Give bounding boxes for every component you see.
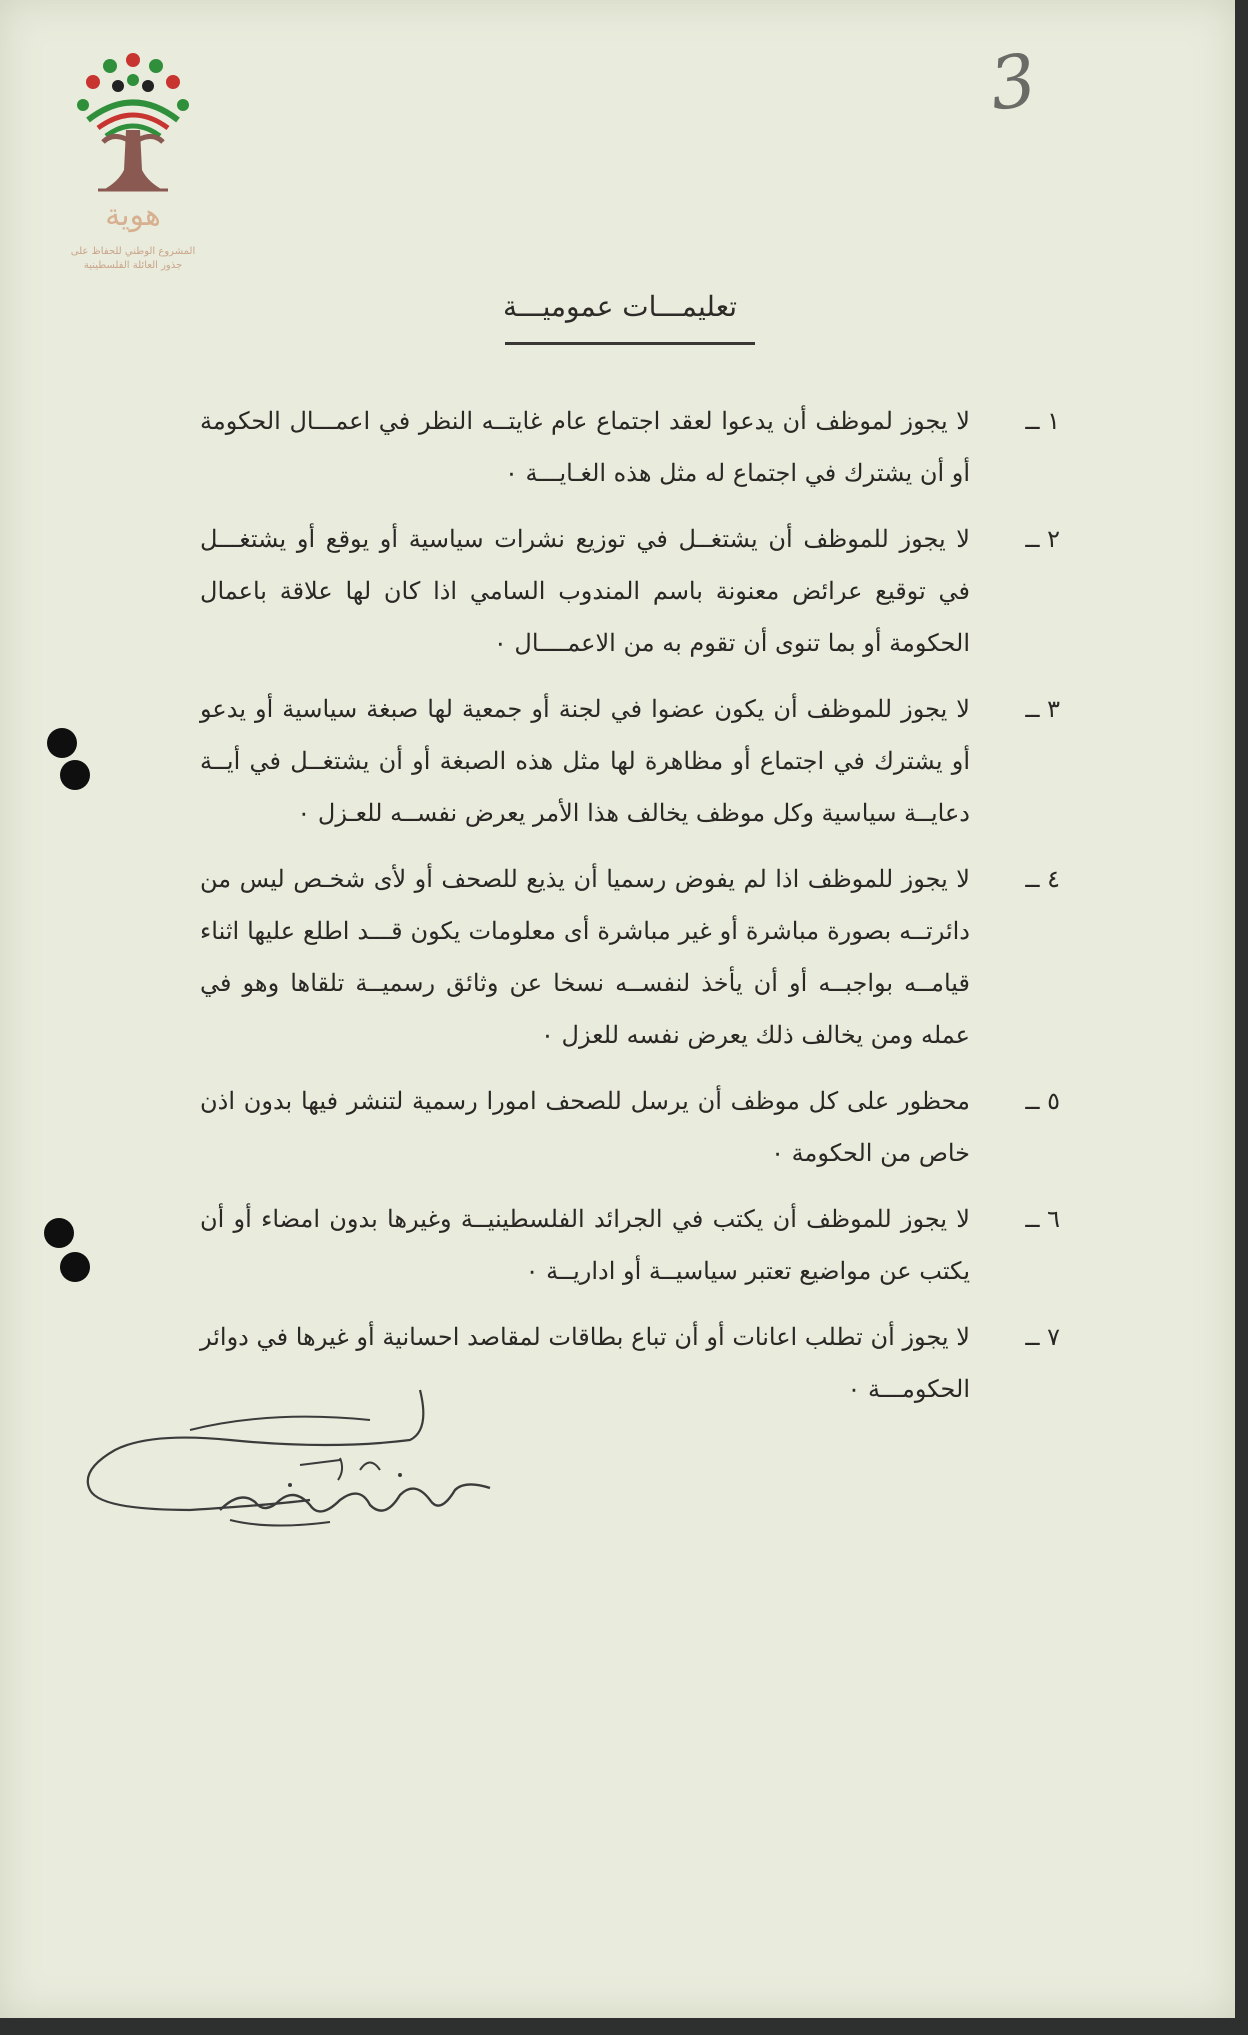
logo-subtitle-line2: جذور العائلة الفلسطينية	[83, 260, 183, 271]
punch-hole	[47, 728, 77, 758]
item-number: ٧ ــ	[1025, 1323, 1060, 1351]
list-item	[200, 395, 1060, 499]
handwritten-signature	[70, 1370, 540, 1550]
scan-border	[0, 2018, 1248, 2035]
item-text: لا يجوز أن تطلب اعانات أو أن تباع بطاقات لمقاصد احسانية أو غيرها في دوائر الحكومـــة ٠	[200, 1323, 970, 1403]
list-item	[200, 853, 1060, 1061]
item-text: لا يجوز للموظف أن يشتغــل في توزيع نشرات سياسية أو يوقع أو يشتغـــل في توقيع عرائض معنونة باسم المندوب السامي اذا كان لها علاقة باعمال الحكومة أو بما تنوى أن تقوم به من الاعمــــال ٠	[200, 525, 970, 657]
item-text: لا يجوز للموظف أن يكتب في الجرائد الفلسطينيــة وغيرها بدون امضاء أو أن يكتب عن مواضيع تعتبر سياسيــة أو اداريــة ٠	[200, 1205, 970, 1285]
title-underline	[505, 342, 755, 345]
instructions-list	[200, 395, 1060, 1429]
document-title: تعليمـــات عموميـــة	[502, 290, 738, 323]
item-text: لا يجوز للموظف أن يكون عضوا في لجنة أو جمعية لها صبغة سياسية أو يدعو أو يشترك في اجتماع أو مظاهرة لها مثل هذه الصبغة أو أن يشتغــل في أيــة دعايــة سياسية وكل موظف يخالف هذا الأمر يعرض نفســه للعـزل ٠	[200, 695, 970, 827]
scan-border	[1235, 0, 1248, 2035]
list-item	[200, 1193, 1060, 1297]
list-item	[200, 513, 1060, 669]
item-number: ٦ ــ	[1025, 1205, 1060, 1233]
item-number: ٣ ــ	[1025, 695, 1060, 723]
item-number: ٤ ــ	[1025, 865, 1060, 893]
list-item	[200, 683, 1060, 839]
punch-hole	[60, 760, 90, 790]
logo-name: هوية	[105, 198, 161, 233]
logo-subtitle-line1: المشروع الوطني للحفاظ على	[70, 246, 196, 257]
punch-hole	[44, 1218, 74, 1248]
family-tree-icon	[58, 50, 208, 200]
item-text: لا يجوز للموظف اذا لم يفوض رسميا أن يذيع للصحف أو لأى شخـص ليس من دائرتــه بصورة مباشرة أو غير مباشرة أى معلومات يكون قـــد اطلع عليها اثناء قيامــه بواجبــه أو أن يأخذ لنفســه نسخا عن وثائق رسميــة تلقاها وهو في عمله ومن يخالف ذلك يعرض نفسه للعزل ٠	[200, 865, 970, 1049]
archive-logo	[58, 50, 208, 280]
item-text: لا يجوز لموظف أن يدعوا لعقد اجتماع عام غايتــه النظر في اعمـــال الحكومة أو أن يشترك في اجتماع له مثل هذه الغـايـــة ٠	[200, 407, 970, 487]
item-text: محظور على كل موظف أن يرسل للصحف امورا رسمية لتنشر فيها بدون اذن خاص من الحكومة ٠	[200, 1087, 970, 1167]
item-number: ١ ــ	[1025, 407, 1060, 435]
item-number: ٢ ــ	[1025, 525, 1060, 553]
item-number: ٥ ــ	[1025, 1087, 1060, 1115]
punch-hole	[60, 1252, 90, 1282]
list-item	[200, 1075, 1060, 1179]
handwritten-page-number: 3	[984, 37, 1042, 127]
